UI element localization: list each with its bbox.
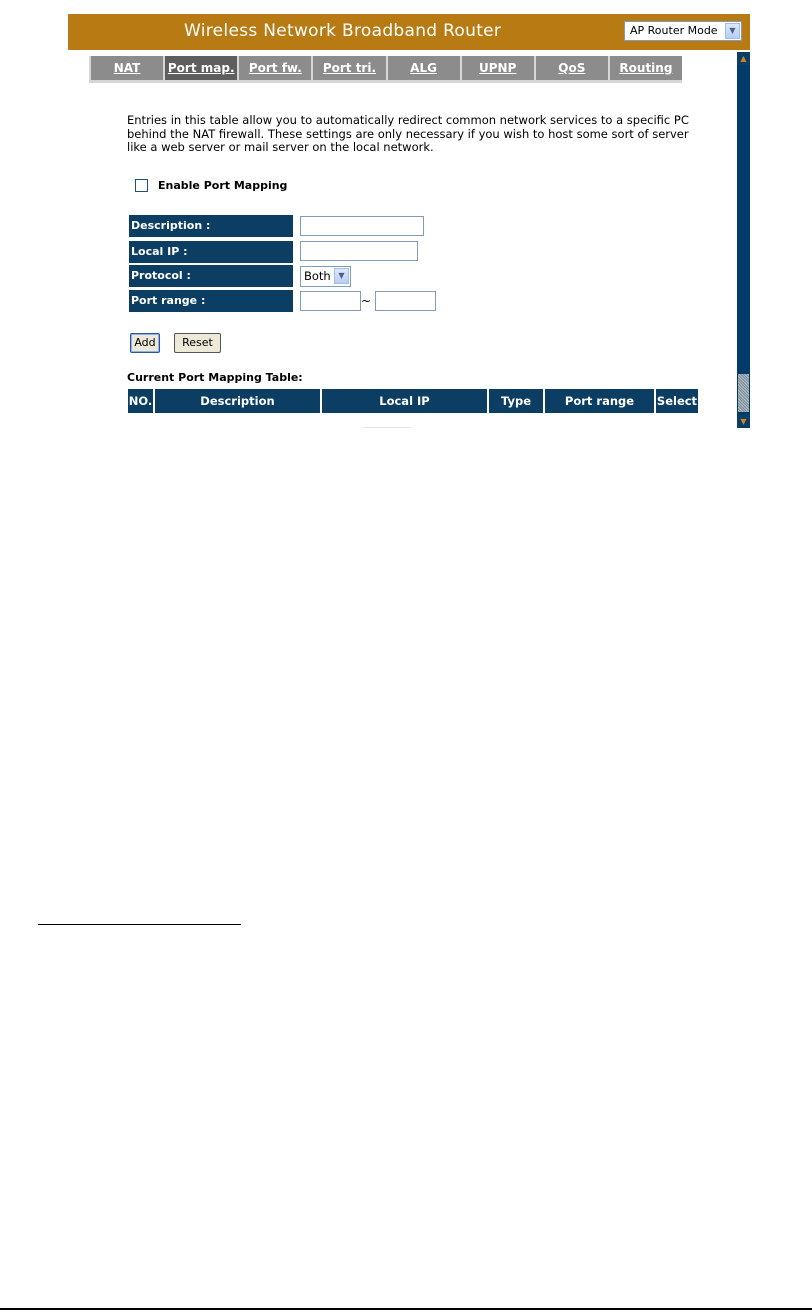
app-title: Wireless Network Broadband Router — [184, 21, 502, 41]
local-ip-label: Local IP : — [129, 241, 293, 263]
description-label: Description : — [129, 215, 293, 237]
enable-port-mapping-checkbox[interactable] — [135, 179, 148, 192]
tab-bar — [89, 56, 682, 83]
col-type: Type — [489, 389, 545, 413]
port-range-separator: ~ — [361, 294, 372, 308]
scrollbar-thumb[interactable] — [738, 374, 749, 412]
add-button[interactable]: Add — [130, 333, 160, 353]
port-mapping-table-header — [128, 389, 698, 413]
col-no: NO. — [128, 389, 155, 413]
protocol-select-value: Both — [304, 269, 331, 283]
col-local-ip: Local IP — [322, 389, 489, 413]
enable-port-mapping-label: Enable Port Mapping — [158, 179, 288, 192]
col-description: Description — [155, 389, 322, 413]
chevron-down-icon[interactable]: ▼ — [334, 268, 349, 284]
reset-button[interactable]: Reset — [174, 333, 221, 353]
tab-port-tri[interactable]: Port tri. — [311, 56, 385, 80]
enable-port-mapping-row — [135, 179, 287, 192]
tab-alg[interactable]: ALG — [386, 56, 460, 80]
protocol-label: Protocol : — [129, 265, 293, 287]
port-range-to-input[interactable] — [375, 291, 436, 311]
tab-port-map[interactable]: Port map. — [163, 56, 237, 80]
document-rule — [38, 924, 241, 925]
scroll-up-icon[interactable]: ▲ — [737, 52, 750, 65]
col-port-range: Port range — [545, 389, 656, 413]
tab-qos[interactable]: QoS — [534, 56, 608, 80]
tab-port-fw[interactable]: Port fw. — [237, 56, 311, 80]
protocol-select[interactable] — [300, 266, 351, 287]
port-range-label: Port range : — [129, 290, 293, 312]
local-ip-input[interactable] — [300, 241, 418, 261]
mode-select-value: AP Router Mode — [630, 24, 718, 37]
tab-routing[interactable]: Routing — [608, 56, 682, 80]
divider — [363, 427, 411, 428]
router-screenshot — [68, 14, 750, 428]
chevron-down-icon[interactable]: ▼ — [725, 23, 740, 39]
vertical-scrollbar[interactable] — [737, 52, 750, 428]
scroll-down-icon[interactable]: ▼ — [737, 415, 750, 428]
intro-text: Entries in this table allow you to automatically redirect common network services to a specific PC behind the NAT firewall. These settings are only necessary if you wish to host some sort of server like a web server or mail server on the local network. — [127, 113, 689, 154]
col-select: Select — [656, 389, 698, 413]
tab-upnp[interactable]: UPNP — [460, 56, 534, 80]
title-bar — [68, 14, 750, 50]
footer-rule — [0, 1308, 812, 1310]
mode-select[interactable] — [624, 21, 742, 41]
tab-nat[interactable]: NAT — [89, 56, 163, 80]
port-range-from-input[interactable] — [300, 291, 361, 311]
description-input[interactable] — [300, 216, 424, 236]
table-caption: Current Port Mapping Table: — [127, 371, 303, 384]
